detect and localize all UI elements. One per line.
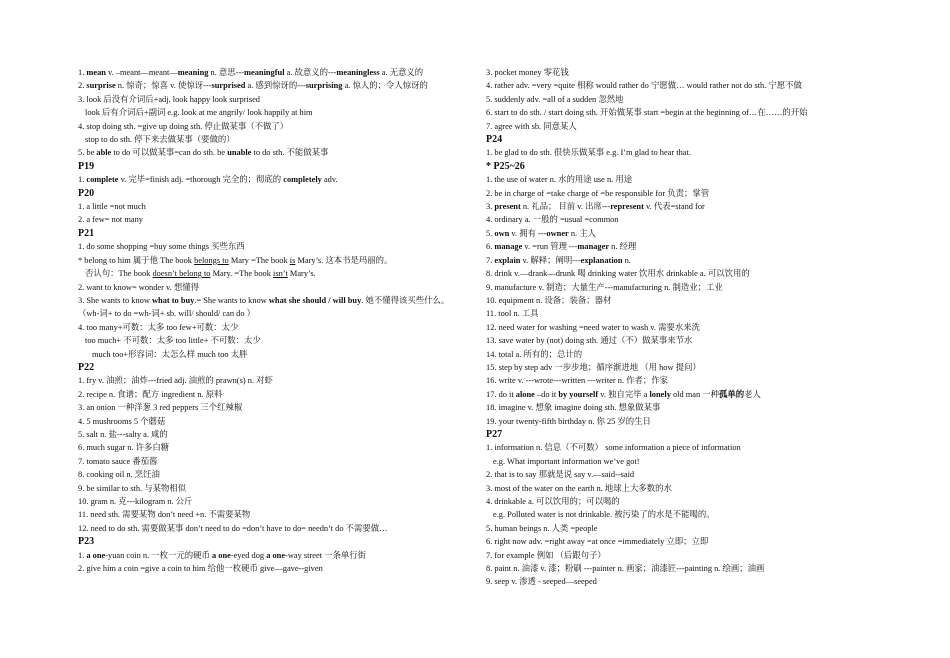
bold-term: represent: [610, 202, 644, 212]
line-text: look 后有介词后+副词 e.g. look at me angrily/ look happily at him: [85, 108, 313, 118]
line-text: 6. right now adv. =right away =at once =immediately 立即；立即: [486, 537, 709, 547]
line-text: （wh-词+ to do =wh-词+ sb. will/ should/ can do ）: [78, 309, 256, 319]
line-text: 1.: [78, 175, 87, 185]
bold-term: unable: [227, 148, 252, 158]
vocab-line: [78, 374, 470, 387]
line-text: v. 拥有 ---: [509, 228, 547, 238]
bold-term: a one: [86, 550, 106, 560]
line-text: a. 故意义的---: [284, 68, 337, 77]
vocab-line: [78, 482, 470, 495]
line-text: 16. write v. ---wrote---written ---writer n. 作者；作家: [486, 376, 669, 386]
bold-term: meaning: [177, 68, 209, 77]
vocab-line: [78, 106, 470, 119]
vocab-line: [78, 468, 470, 481]
vocab-line: [78, 508, 470, 521]
underlined-phrase: is: [289, 255, 296, 265]
vocab-line: [486, 348, 886, 361]
bold-term: explain: [494, 255, 521, 265]
bold-term: completely: [283, 175, 322, 185]
underlined-phrase: doesn’t belong to: [152, 269, 211, 279]
line-text: adv.: [321, 175, 338, 185]
vocab-line: [486, 455, 886, 468]
line-text: 5. human beings n. 人类 =people: [486, 523, 598, 533]
vocab-line: [486, 441, 886, 454]
line-text: Mary. =The book: [210, 269, 274, 279]
vocab-line: [486, 549, 886, 562]
vocab-line: [486, 468, 886, 481]
line-text: 11. tool n. 工具: [486, 309, 539, 319]
bold-term: complete: [86, 175, 119, 185]
line-text: 否认句：The book: [85, 269, 153, 279]
bold-term: owner: [546, 228, 569, 238]
line-text: e.g. Polluted water is not drinkable. 被污染了的水是不能喝的。: [493, 510, 715, 520]
vocab-line: [486, 562, 886, 575]
line-text: 7. tomato sauce 番茄酱: [78, 456, 158, 466]
vocab-line: [486, 213, 886, 226]
line-text: 14. total a. 所有的；总计的: [486, 349, 583, 359]
vocab-line: [78, 562, 470, 575]
bold-term: manager: [577, 242, 610, 252]
vocab-line: [78, 549, 470, 562]
line-text: 2. a few= not many: [78, 215, 143, 225]
vocab-line: [486, 361, 886, 374]
line-text: 1. the use of water n. 水的用途 use n. 用途: [486, 175, 633, 185]
line-text: 6.: [486, 242, 495, 252]
line-text: 19. your twenty-fifth birthday n. 你 25 岁的生日: [486, 416, 651, 426]
line-text: 4. drinkable a. 可以饮用的；可以喝的: [486, 497, 620, 506]
line-text: 8. drink v.—drank—drunk 喝 drinking water 饮用水 drinkable a. 可以饮用的: [486, 269, 750, 279]
vocab-line: [78, 267, 470, 280]
line-text: 10. gram n. 克---kilogram n. 公斤: [78, 497, 193, 506]
line-text: to do sth. 不能做某事: [251, 148, 329, 158]
line-text: 2. give him a coin =give a coin to him 给他一枚硬币 give—gave--given: [78, 564, 323, 574]
bold-term: surprising: [305, 81, 343, 91]
section-heading: P20: [78, 187, 95, 199]
line-text: Mary’s. 这本书是玛丽的。: [295, 255, 393, 265]
vocab-line: [486, 307, 886, 320]
vocab-line: [78, 281, 470, 294]
line-text: * belong to him 属于他 The book: [78, 255, 195, 265]
vocab-line: [78, 428, 470, 441]
bold-term: manage: [494, 242, 523, 252]
vocab-line: [486, 267, 886, 280]
line-text: . 她不懂得该买些什么。: [361, 295, 450, 305]
line-text: 7.: [486, 255, 495, 265]
line-text: v. =run 管理 ---: [522, 242, 578, 252]
line-text: 3.: [486, 202, 495, 212]
vocab-line: [78, 455, 470, 468]
vocab-line: [78, 415, 470, 428]
line-text: stop to do sth. 停下来去做某事（要做的）: [85, 135, 235, 145]
section-heading: P22: [78, 361, 95, 373]
line-text: 2. recipe n. 食谱；配方 ingredient n. 原料: [78, 389, 223, 399]
vocab-line: [486, 187, 886, 200]
bold-term: own: [494, 228, 510, 238]
line-text: v. 独自完毕 a: [598, 389, 650, 399]
vocab-line: [78, 200, 470, 213]
vocab-line: [78, 173, 470, 186]
section-heading: P23: [78, 536, 95, 548]
line-text: 2. want to know= wonder v. 想懂得: [78, 282, 199, 292]
vocab-line: [486, 254, 886, 267]
line-text: Mary =The book: [228, 255, 290, 265]
vocab-line: [486, 321, 886, 334]
section-heading: P21: [78, 227, 95, 239]
line-text: a. 感到惊讶的---: [245, 81, 306, 91]
vocab-line: [486, 106, 886, 119]
vocab-line: [78, 93, 470, 106]
vocab-line: [486, 200, 886, 213]
vocab-line: [486, 522, 886, 535]
line-text: 9. manufacture v. 制造；大量生产---manufacturing n. 制造业；工业: [486, 282, 723, 292]
line-text: 5.: [486, 228, 495, 238]
line-text: 3. an onion 一种洋葱 3 red peppers 三个红辣椒: [78, 403, 243, 413]
bold-term: present: [494, 202, 521, 212]
line-text: 1.: [78, 550, 87, 560]
vocab-line: [78, 522, 470, 535]
vocab-line: [486, 120, 886, 133]
vocab-line: [78, 401, 470, 414]
line-text: 5. salt n. 盐---salty a. 咸的: [78, 429, 168, 439]
line-text: v. –meant—meant—: [105, 68, 178, 77]
line-text: 3. She wants to know: [78, 295, 152, 305]
line-text: 10. equipment n. 设备；装备；器材: [486, 295, 612, 305]
line-text: 17. do it: [486, 389, 516, 399]
vocab-line: [78, 146, 470, 159]
line-text: 15. step by step adv 一步步地；循序渐进地 （用 how 提问）: [486, 362, 701, 372]
vocab-line: [486, 240, 886, 253]
line-text: n.: [622, 255, 631, 265]
line-text: 7. for example 例如 （后跟句子）: [486, 550, 606, 560]
bold-term: meaningful: [244, 68, 285, 77]
vocab-line: [78, 133, 470, 146]
section-heading: P24: [486, 134, 503, 146]
section-heading: P27: [486, 428, 503, 440]
line-text: 1. information n. 信息（不可数） some information a piece of information: [486, 443, 741, 453]
vocab-line: [486, 334, 886, 347]
line-text: 2. be in charge of =take charge of =be responsible for 负责；掌管: [486, 188, 710, 198]
vocab-line: [78, 495, 470, 508]
vocab-line: [78, 254, 470, 267]
line-text: 4. too many+可数：太多 too few+可数：太少: [78, 322, 239, 332]
line-text: 1. fry v. 油煎；油炸---fried adj. 油煎的 prawn(s) n. 对虾: [78, 376, 273, 386]
vocab-line: [486, 93, 886, 106]
vocab-line: [486, 146, 886, 159]
bold-term: surprised: [211, 81, 246, 91]
line-text: 1. do some shopping =buy some things 买些东西: [78, 242, 245, 252]
left-column: [78, 66, 470, 575]
line-text: 老人: [744, 389, 761, 399]
line-text: 2. that is to say 那就是说 say v.—said--said: [486, 470, 635, 480]
line-text: a. 惊人的；令人惊讶的: [342, 81, 428, 91]
vocab-line: [486, 415, 886, 428]
line-text: to do 可以做某事=can do sth. be: [111, 148, 228, 158]
bold-term: a one: [266, 550, 286, 560]
bold-term: alone: [515, 389, 535, 399]
vocab-line: [78, 348, 470, 361]
line-text: 3. most of the water on the earth n. 地球上大多数的水: [486, 483, 672, 493]
vocab-line: [486, 227, 886, 240]
bold-term: surprise: [86, 81, 116, 91]
line-text: 3. pocket money 零花钱: [486, 68, 569, 77]
line-text: a. 无意义的: [379, 68, 424, 77]
bold-term: a one: [212, 550, 231, 560]
right-column: [486, 66, 886, 589]
vocab-line: [78, 120, 470, 133]
line-text: 5. suddenly adv. =all of a sudden 忽然地: [486, 94, 624, 104]
line-text: too much+ 不可数：太多 too little+ 不可数：太少: [85, 336, 261, 346]
line-text: 11. need sth. 需要某物 don’t need +n. 不需要某物: [78, 510, 251, 520]
line-text: 18. imagine v. 想象 imagine doing sth. 想象做某事: [486, 403, 661, 413]
vocab-line: [78, 79, 470, 92]
underlined-phrase: belongs to: [194, 255, 229, 265]
line-text: 13. save water by (not) doing sth. 通过（不）做某事来节水: [486, 336, 693, 346]
line-text: 2.: [78, 81, 87, 91]
line-text: n. 礼品； 目前 v. 出席---: [520, 202, 611, 212]
vocab-line: [78, 307, 470, 320]
bold-term: explanation: [580, 255, 623, 265]
vocab-line: [78, 334, 470, 347]
underlined-phrase: isn’t: [273, 269, 288, 279]
vocab-line: [486, 575, 886, 588]
bold-term: 孤单的: [719, 389, 745, 399]
bold-term: lonely: [649, 389, 671, 399]
line-text: much too+形容词：太怎么样 much too 太胖: [92, 349, 248, 359]
line-text: 5. be: [78, 148, 97, 158]
line-text: v. 完毕=finish adj. =thorough 完全的；彻底的: [118, 175, 284, 185]
line-text: -yuan coin n. 一枚一元的硬币: [105, 550, 212, 560]
line-text: 8. paint n. 油漆 v. 漆；粉刷 ---painter n. 画家；油漆匠---painting n. 绘画；油画: [486, 564, 765, 574]
vocab-line: [486, 294, 886, 307]
line-text: 8. cooking oil n. 烹饪油: [78, 470, 160, 480]
line-text: 4. 5 mushrooms 5 个蘑菇: [78, 416, 166, 426]
section-heading: * P25~26: [486, 160, 525, 172]
bold-term: mean: [86, 68, 106, 77]
vocab-line: [78, 213, 470, 226]
line-text: n. 主人: [568, 228, 596, 238]
line-text: 9. seep v. 渗透 - seeped—seeped: [486, 577, 597, 587]
line-text: -eyed dog: [230, 550, 267, 560]
bold-term: by yourself: [558, 389, 599, 399]
bold-term: what she should / will buy: [268, 295, 362, 305]
line-text: n. 经理: [609, 242, 637, 252]
line-text: e.g. What important information we’ve got!: [493, 456, 640, 466]
line-text: 1. be glad to do sth. 很快乐做某事 e.g. I’m glad to hear that.: [486, 148, 691, 158]
line-text: 4. rather adv. =very =quite 相称 would rather do 宁愿做… would rather not do sth. 宁愿不做: [486, 81, 802, 91]
line-text: 12. need to do sth. 需要做某事 don’t need to do =don’t have to do= needn’t do 不需要做…: [78, 523, 388, 533]
vocab-line: [486, 173, 886, 186]
vocab-line: [486, 281, 886, 294]
line-text: v. 代表=stand for: [643, 202, 705, 212]
line-text: -way street 一条单行街: [285, 550, 366, 560]
bold-term: what to buy: [151, 295, 195, 305]
line-text: 6. much sugar n. 许多白糖: [78, 443, 170, 453]
vocab-line: [486, 374, 886, 387]
section-heading: P19: [78, 160, 95, 172]
line-text: 12. need water for washing =need water to wash v. 需要水来洗: [486, 322, 700, 332]
vocab-line: [486, 66, 886, 79]
vocab-line: [78, 66, 470, 79]
vocab-line: [78, 441, 470, 454]
vocab-line: [78, 240, 470, 253]
line-text: 4. ordinary a. 一般的 =usual =common: [486, 215, 619, 225]
vocab-line: [486, 388, 886, 401]
line-text: n. 意思---: [208, 68, 245, 77]
vocab-line: [486, 535, 886, 548]
line-text: –do it: [534, 389, 559, 399]
bold-term: able: [96, 148, 112, 158]
line-text: 3. look 后没有介词后+adj. look happy look surprised: [78, 94, 260, 104]
line-text: .= She wants to know: [194, 295, 269, 305]
vocab-line: [486, 495, 886, 508]
line-text: 1. a little =not much: [78, 202, 146, 212]
line-text: 1.: [78, 68, 87, 77]
line-text: 6. start to do sth. / start doing sth. 开始做某事 start =begin at the beginning of…在……的开始: [486, 108, 808, 118]
vocab-line: [78, 388, 470, 401]
vocab-line: [78, 321, 470, 334]
line-text: old man 一种: [670, 389, 720, 399]
line-text: 7. agree with sb. 同意某人: [486, 121, 577, 131]
vocab-line: [486, 482, 886, 495]
vocab-line: [78, 294, 470, 307]
line-text: n. 惊奇；惊喜 v. 使惊讶---: [115, 81, 212, 91]
bold-term: meaningless: [336, 68, 380, 77]
vocab-line: [486, 508, 886, 521]
line-text: v. 解释；阐明---: [520, 255, 581, 265]
line-text: Mary’s.: [287, 269, 316, 279]
vocab-line: [486, 401, 886, 414]
line-text: 9. be similar to sth. 与某物相似: [78, 483, 187, 493]
line-text: 4. stop doing sth. =give up doing sth. 停止做某事（不做了）: [78, 121, 289, 131]
vocab-line: [486, 79, 886, 92]
